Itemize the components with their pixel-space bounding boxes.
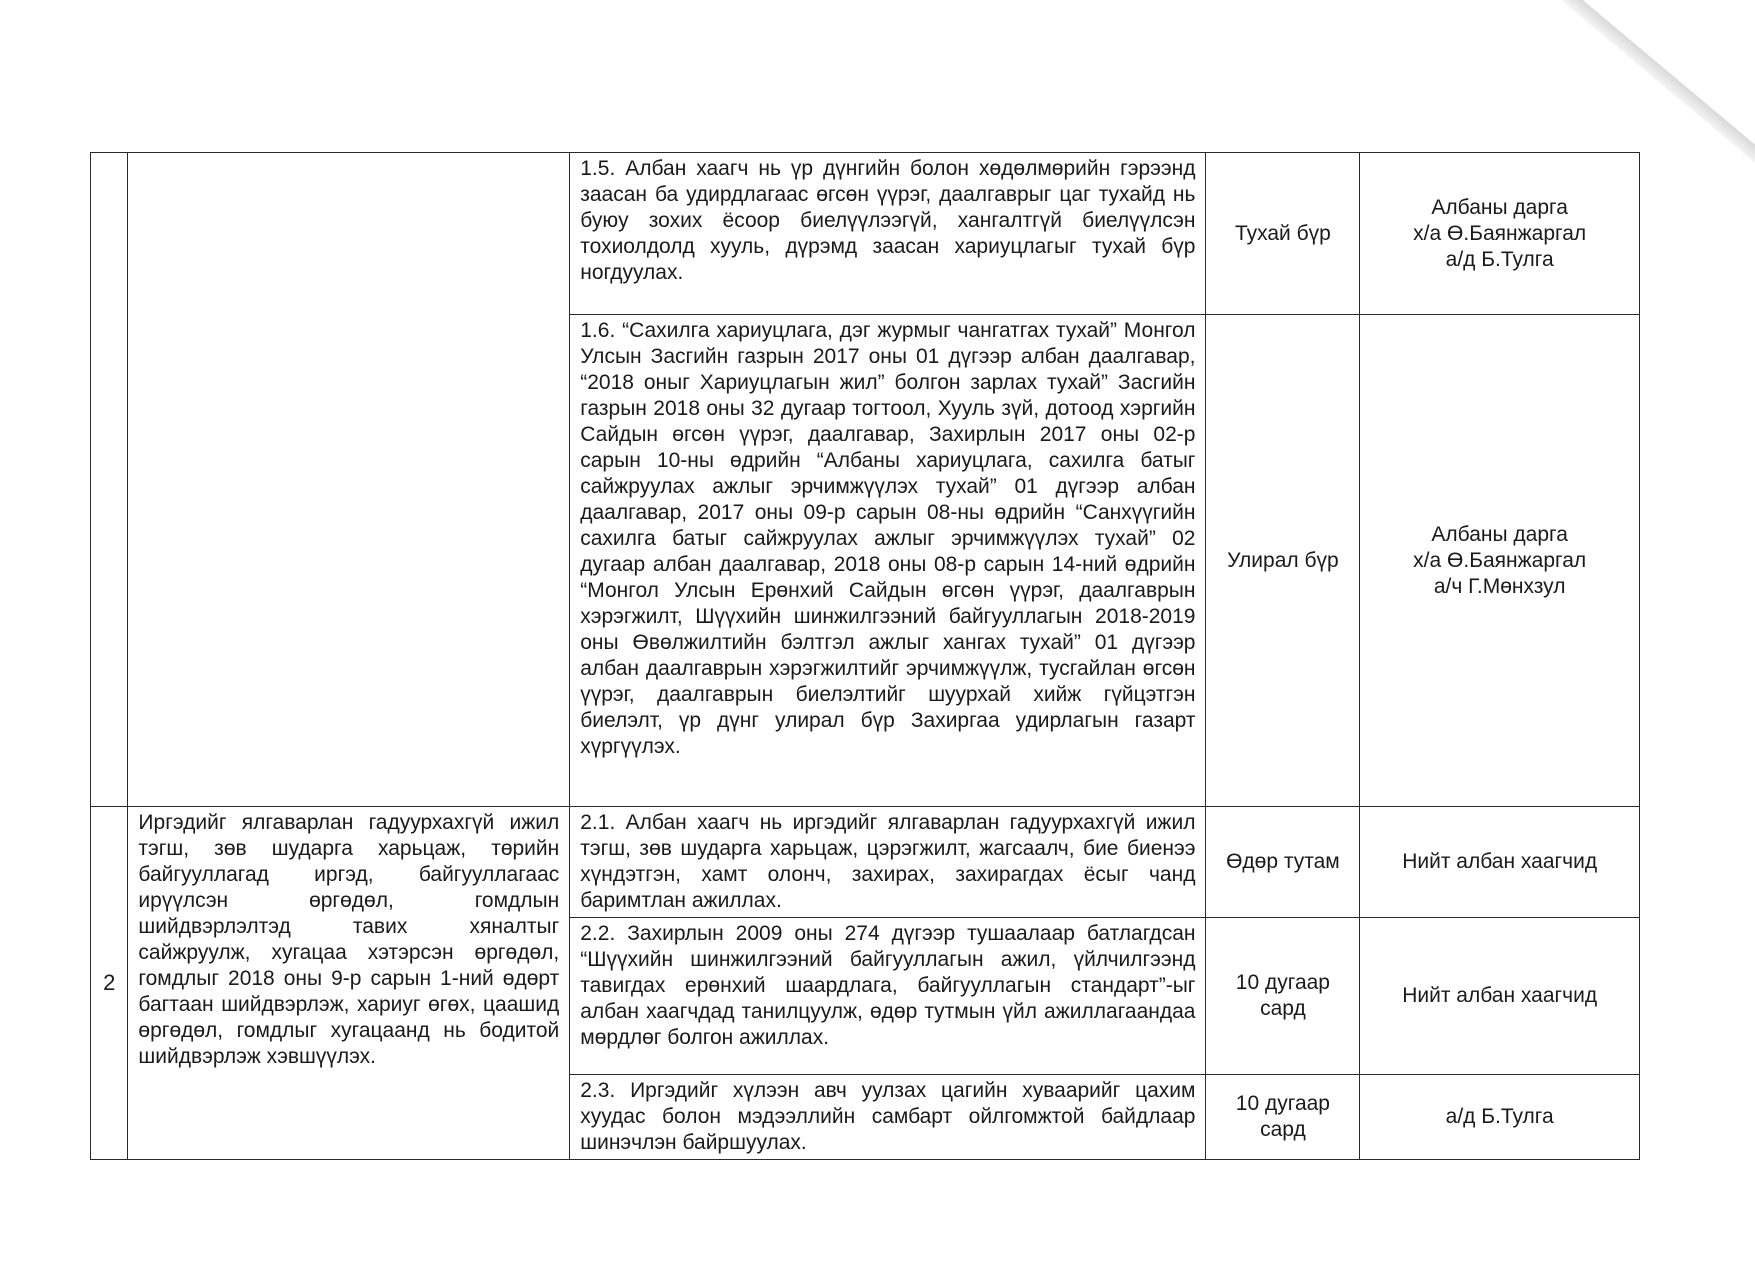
responsible-line: Нийт албан хаагчид <box>1402 850 1598 873</box>
responsible-line: а/ч Г.Мөнхзул <box>1433 574 1566 598</box>
responsible-line: х/а Ө.Баянжаргал <box>1413 548 1587 572</box>
timeframe-cell: Өдөр тутам <box>1206 807 1360 918</box>
goal-cell-empty <box>128 153 570 807</box>
responsible-line: Албаны дарга <box>1431 195 1568 219</box>
section-number: 2 <box>91 807 128 1160</box>
activity-cell: 2.1. Албан хаагч нь иргэдийг ялгаварлан гадуурхахгүй ижил тэгш, зөв шударга харьцаж, цэрэгжилт, жагсаалч, бие биенээ хүндэтгэн, хамт олонч, захирах, захирагдах ёсыг чанд баримтлан ажиллах. <box>570 807 1206 918</box>
responsible-line: а/д Б.Тулга <box>1445 247 1554 271</box>
timeframe-cell: 10 дугаар сард <box>1206 1075 1360 1160</box>
timeframe-cell: Улирал бүр <box>1206 315 1360 807</box>
responsible-cell <box>1360 918 1640 1075</box>
timeframe-cell: 10 дугаар сард <box>1206 918 1360 1075</box>
table-row-1-5 <box>91 153 1640 315</box>
section-goal: Иргэдийг ялгаварлан гадуурхахгүй ижил тэгш, зөв шударга харьцаж, төрийн байгууллагад иргэд, байгууллагаас ирүүлсэн өргөдөл, гомдлын шийдвэрлэлтэд тавих хяналтыг сайжруулж, хугацаа хэтэрсэн өргөдөл, гомдлыг 2018 оны 9-р сарын 1-ний өдөрт багтаан шийдвэрлэж, хариуг өгөх, цаашид өргөдөл, гомдлыг хугацаанд нь бодитой шийдвэрлэж хэвшүүлэх. <box>128 807 570 1160</box>
responsible-cell <box>1360 807 1640 918</box>
responsible-line: а/д Б.Тулга <box>1445 1105 1554 1128</box>
activity-cell: 1.5. Албан хаагч нь үр дүнгийн болон хөдөлмөрийн гэрээнд заасан ба удирдлагаас өгсөн үүрэг, даалгаврыг цаг тухайд нь буюу зохих ёсоор биелүүлээгүй, хангалтгүй биелүүлсэн тохиолдолд хууль, дүрэмд заасан хариуцлагыг тухай бүр ногдуулах. <box>570 153 1206 315</box>
responsible-line: Албаны дарга <box>1431 522 1568 546</box>
activity-cell: 2.3. Иргэдийг хүлээн авч уулзах цагийн хуваарийг цахим хуудас болон мэдээллийн самбарт ойлгомжтой байдлаар шинэчлэн байршуулах. <box>570 1075 1206 1160</box>
responsible-line: Нийт албан хаагчид <box>1402 984 1598 1007</box>
number-cell-empty <box>91 153 128 807</box>
activity-cell: 1.6. “Сахилга хариуцлага, дэг журмыг чангатгах тухай” Монгол Улсын Засгийн газрын 2017 оны 01 дүгээр албан даалгавар, “2018 оныг Хариуцлагын жил” болгон зарлах тухай” Засгийн газрын 2018 оны 32 дугаар тогтоол, Хууль зүй, дотоод хэргийн Сайдын өгсөн үүрэг, даалгавар, Захирлын 2017 оны 02-р сарын 10-ны өдрийн “Албаны хариуцлага, сахилга батыг сайжруулах ажлыг эрчимжүүлэх тухай” 01 дүгээр албан даалгавар, 2017 оны 09-р сарын 08-ны өдрийн “Санхүүгийн сахилга батыг сайжруулах ажлыг эрчимжүүлэх тухай” 02 дугаар албан даалгавар, 2018 оны 08-р сарын 14-ний өдрийн “Монгол Улсын Ерөнхий Сайдын өгсөн үүрэг, даалгаврын хэрэгжилт, Шүүхийн шинжилгээний байгууллагын 2018-2019 оны Өвөлжилтийн бэлтгэл ажлыг хангах тухай” 01 дүгээр албан даалгаврын хэрэгжилтийг эрчимжүүлж, тусгайлан өгсөн үүрэг, даалгаврын биелэлтийг шуурхай хийж гүйцэтгэн биелэлт, үр дүнг улирал бүр Захиргаа удирлагын газарт хүргүүлэх. <box>570 315 1206 807</box>
timeframe-cell: Тухай бүр <box>1206 153 1360 315</box>
table-row-2-1 <box>91 807 1640 918</box>
responsible-cell <box>1360 1075 1640 1160</box>
responsible-cell <box>1360 153 1640 315</box>
responsible-cell <box>1360 315 1640 807</box>
responsible-line: х/а Ө.Баянжаргал <box>1413 221 1587 245</box>
activity-cell: 2.2. Захирлын 2009 оны 274 дүгээр тушаалаар батлагдсан “Шүүхийн шинжилгээний байгууллагын ажил, үйлчилгээнд тавигдах ерөнхий шаардлага, байгууллагын стандарт”-ыг албан хаагчдад танилцуулж, өдөр тутмын үйл ажиллагаандаа мөрдлөг болгон ажиллах. <box>570 918 1206 1075</box>
action-plan-table <box>90 152 1640 1160</box>
